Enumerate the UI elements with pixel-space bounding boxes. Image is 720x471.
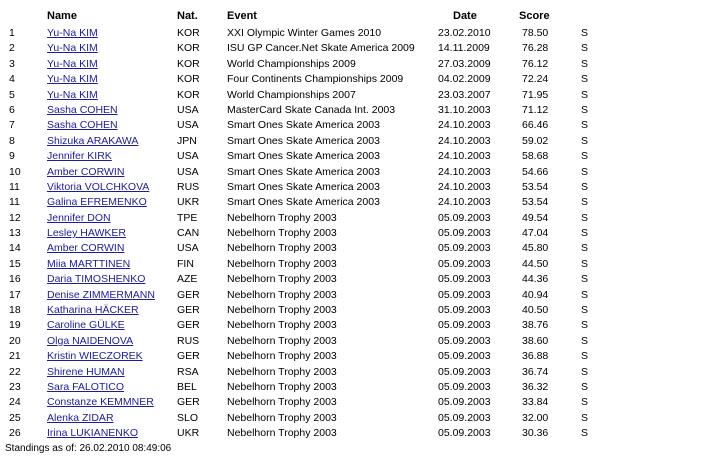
date-cell: 05.09.2003 xyxy=(438,427,491,440)
table-row xyxy=(0,88,720,103)
table-row xyxy=(0,165,720,180)
table-row xyxy=(0,103,720,118)
event-cell: Nebelhorn Trophy 2003 xyxy=(227,334,337,347)
score-cell: 54.66 xyxy=(522,165,549,178)
nationality-cell: BEL xyxy=(177,380,197,393)
header-date: Date xyxy=(453,10,477,22)
table-row xyxy=(0,272,720,287)
score-cell: 49.54 xyxy=(522,211,549,224)
table-row xyxy=(0,26,720,41)
rank-cell: 10 xyxy=(9,165,21,178)
segment-cell: S xyxy=(581,180,589,193)
event-cell: XXI Olympic Winter Games 2010 xyxy=(227,27,382,39)
nationality-cell: KOR xyxy=(177,27,200,39)
table-row xyxy=(0,318,720,333)
nationality-cell: TPE xyxy=(177,211,198,224)
event-cell: Nebelhorn Trophy 2003 xyxy=(227,242,337,255)
date-cell: 24.10.2003 xyxy=(438,196,491,209)
nationality-cell: KOR xyxy=(177,57,200,70)
skater-name-link[interactable]: Constanze KEMMNER xyxy=(47,396,154,409)
rank-cell: 21 xyxy=(9,350,21,363)
nationality-cell: USA xyxy=(177,119,199,132)
score-cell: 71.12 xyxy=(522,103,549,116)
rank-cell: 3 xyxy=(9,57,15,70)
rank-cell: 19 xyxy=(9,319,21,332)
event-cell: Nebelhorn Trophy 2003 xyxy=(227,288,337,301)
date-cell: 05.09.2003 xyxy=(438,334,491,347)
score-cell: 38.60 xyxy=(522,334,549,347)
score-cell: 76.12 xyxy=(522,57,549,70)
rank-cell: 11 xyxy=(9,196,20,209)
table-row xyxy=(0,226,720,241)
table-row xyxy=(0,365,720,380)
score-cell: 44.36 xyxy=(522,273,549,286)
table-row xyxy=(0,211,720,226)
event-cell: World Championships 2007 xyxy=(227,88,356,101)
skater-name-link[interactable]: Viktoria VOLCHKOVA xyxy=(47,180,150,193)
event-cell: Nebelhorn Trophy 2003 xyxy=(227,380,337,393)
table-row xyxy=(0,334,720,349)
event-cell: Smart Ones Skate America 2003 xyxy=(227,150,380,163)
score-cell: 36.32 xyxy=(522,380,549,393)
rank-cell: 9 xyxy=(9,150,15,163)
event-cell: Nebelhorn Trophy 2003 xyxy=(227,396,337,409)
skater-name-link[interactable]: Yu-Na KIM xyxy=(47,27,98,39)
event-cell: Nebelhorn Trophy 2003 xyxy=(227,304,337,317)
segment-cell: S xyxy=(581,273,589,286)
segment-cell: S xyxy=(581,227,589,240)
score-cell: 66.46 xyxy=(522,119,549,132)
table-row xyxy=(0,426,720,441)
skater-name-link[interactable]: Sara FALOTICO xyxy=(47,380,125,393)
score-cell: 40.94 xyxy=(522,288,549,301)
skater-name-link[interactable]: Yu-Na KIM xyxy=(47,88,98,101)
skater-name-link[interactable]: Amber CORWIN xyxy=(47,165,125,178)
rank-cell: 25 xyxy=(9,411,21,424)
skater-name-link[interactable]: Yu-Na KIM xyxy=(47,73,98,86)
skater-name-link[interactable]: Daria TIMOSHENKO xyxy=(47,273,146,286)
date-cell: 05.09.2003 xyxy=(438,273,491,286)
event-cell: Nebelhorn Trophy 2003 xyxy=(227,365,337,378)
nationality-cell: USA xyxy=(177,242,199,255)
event-cell: Nebelhorn Trophy 2003 xyxy=(227,211,337,224)
segment-cell: S xyxy=(581,103,589,116)
score-cell: 59.02 xyxy=(522,134,549,147)
rank-cell: 24 xyxy=(9,396,21,409)
date-cell: 23.03.2007 xyxy=(438,88,491,101)
rank-cell: 7 xyxy=(9,119,15,132)
date-cell: 14.11.2009 xyxy=(438,42,490,55)
score-cell: 36.74 xyxy=(522,365,549,378)
date-cell: 05.09.2003 xyxy=(438,319,491,332)
segment-cell: S xyxy=(581,334,589,347)
segment-cell: S xyxy=(581,165,589,178)
table-row xyxy=(0,149,720,164)
nationality-cell: GER xyxy=(177,350,200,363)
skater-name-link[interactable]: Sasha COHEN xyxy=(47,103,118,116)
table-row xyxy=(0,411,720,426)
table-row xyxy=(0,288,720,303)
rank-cell: 22 xyxy=(9,365,21,378)
score-cell: 45.80 xyxy=(522,242,549,255)
rank-cell: 14 xyxy=(9,242,21,255)
skater-name-link[interactable]: Alenka ZIDAR xyxy=(47,411,114,424)
segment-cell: S xyxy=(581,211,589,224)
rank-cell: 18 xyxy=(9,304,21,317)
table-row xyxy=(0,41,720,56)
segment-cell: S xyxy=(581,257,589,270)
score-cell: 53.54 xyxy=(522,180,549,193)
table-row xyxy=(0,303,720,318)
segment-cell: S xyxy=(581,196,589,209)
skater-name-link[interactable]: Lesley HAWKER xyxy=(47,227,126,240)
rank-cell: 26 xyxy=(9,427,21,440)
header-name: Name xyxy=(47,10,77,22)
segment-cell: S xyxy=(581,57,589,70)
date-cell: 05.09.2003 xyxy=(438,365,491,378)
segment-cell: S xyxy=(581,119,589,132)
skater-name-link[interactable]: Shizuka ARAKAWA xyxy=(47,134,139,147)
score-cell: 40.50 xyxy=(522,304,549,317)
rank-cell: 6 xyxy=(9,103,15,116)
date-cell: 05.09.2003 xyxy=(438,288,491,301)
score-cell: 44.50 xyxy=(522,257,549,270)
nationality-cell: KOR xyxy=(177,42,200,55)
nationality-cell: AZE xyxy=(177,273,198,286)
score-cell: 76.28 xyxy=(522,42,549,55)
segment-cell: S xyxy=(581,380,589,393)
rank-cell: 2 xyxy=(9,42,15,55)
table-row xyxy=(0,380,720,395)
score-cell: 72.24 xyxy=(522,73,549,86)
segment-cell: S xyxy=(581,396,589,409)
rank-cell: 1 xyxy=(9,27,15,39)
rank-cell: 11 xyxy=(9,180,20,193)
nationality-cell: GER xyxy=(177,319,200,332)
rank-cell: 5 xyxy=(9,88,15,101)
rank-cell: 16 xyxy=(9,273,21,286)
segment-cell: S xyxy=(581,42,589,55)
skater-name-link[interactable]: Caroline GÜLKE xyxy=(47,319,125,332)
rank-cell: 8 xyxy=(9,134,15,147)
table-row xyxy=(0,349,720,364)
nationality-cell: USA xyxy=(177,150,199,163)
date-cell: 05.09.2003 xyxy=(438,227,491,240)
score-cell: 47.04 xyxy=(522,227,549,240)
event-cell: Smart Ones Skate America 2003 xyxy=(227,196,380,209)
segment-cell: S xyxy=(581,350,589,363)
skater-name-link[interactable]: Amber CORWIN xyxy=(47,242,125,255)
nationality-cell: GER xyxy=(177,288,200,301)
segment-cell: S xyxy=(581,427,589,440)
nationality-cell: SLO xyxy=(177,411,199,424)
rank-cell: 15 xyxy=(9,257,21,270)
event-cell: MasterCard Skate Canada Int. 2003 xyxy=(227,103,396,116)
event-cell: Smart Ones Skate America 2003 xyxy=(227,165,380,178)
segment-cell: S xyxy=(581,288,589,301)
event-cell: World Championships 2009 xyxy=(227,57,356,70)
nationality-cell: GER xyxy=(177,304,200,317)
skater-name-link[interactable]: Shirene HUMAN xyxy=(47,365,125,378)
event-cell: Four Continents Championships 2009 xyxy=(227,73,404,86)
date-cell: 05.09.2003 xyxy=(438,396,491,409)
nationality-cell: UKR xyxy=(177,427,200,440)
table-row xyxy=(0,395,720,410)
segment-cell: S xyxy=(581,242,589,255)
event-cell: Nebelhorn Trophy 2003 xyxy=(227,411,337,424)
segment-cell: S xyxy=(581,73,589,86)
nationality-cell: RUS xyxy=(177,334,200,347)
table-row xyxy=(0,118,720,133)
skater-name-link[interactable]: Katharina HÄCKER xyxy=(47,304,139,317)
score-cell: 38.76 xyxy=(522,319,549,332)
segment-cell: S xyxy=(581,150,589,163)
rank-cell: 4 xyxy=(9,73,15,86)
segment-cell: S xyxy=(581,411,589,424)
date-cell: 05.09.2003 xyxy=(438,304,491,317)
event-cell: Nebelhorn Trophy 2003 xyxy=(227,427,337,440)
nationality-cell: KOR xyxy=(177,88,200,101)
nationality-cell: FIN xyxy=(177,257,194,270)
skater-name-link[interactable]: Galina EFREMENKO xyxy=(47,196,147,209)
rank-cell: 12 xyxy=(9,211,21,224)
event-cell: Nebelhorn Trophy 2003 xyxy=(227,350,337,363)
event-cell: Nebelhorn Trophy 2003 xyxy=(227,257,337,270)
date-cell: 05.09.2003 xyxy=(438,242,491,255)
header-event: Event xyxy=(227,10,257,22)
segment-cell: S xyxy=(581,304,589,317)
score-cell: 36.88 xyxy=(522,350,549,363)
skater-name-link[interactable]: Jennifer DON xyxy=(47,211,111,224)
score-cell: 30.36 xyxy=(522,427,549,440)
header-nat: Nat. xyxy=(177,10,198,22)
skater-name-link[interactable]: Yu-Na KIM xyxy=(47,42,98,55)
nationality-cell: KOR xyxy=(177,73,200,86)
segment-cell: S xyxy=(581,88,589,101)
date-cell: 05.09.2003 xyxy=(438,211,491,224)
segment-cell: S xyxy=(581,365,589,378)
date-cell: 23.02.2010 xyxy=(438,27,491,39)
event-cell: ISU GP Cancer.Net Skate America 2009 xyxy=(227,42,415,55)
nationality-cell: RUS xyxy=(177,180,200,193)
date-cell: 05.09.2003 xyxy=(438,350,491,363)
table-row xyxy=(0,180,720,195)
nationality-cell: UKR xyxy=(177,196,200,209)
event-cell: Smart Ones Skate America 2003 xyxy=(227,134,380,147)
rank-cell: 20 xyxy=(9,334,21,347)
table-row xyxy=(0,241,720,256)
event-cell: Nebelhorn Trophy 2003 xyxy=(227,273,337,286)
skater-name-link[interactable]: Kristin WIECZOREK xyxy=(47,350,143,363)
standings-timestamp: Standings as of: 26.02.2010 08:49:06 xyxy=(5,443,172,454)
table-row xyxy=(0,57,720,72)
score-cell: 71.95 xyxy=(522,88,549,101)
date-cell: 05.09.2003 xyxy=(438,257,491,270)
score-cell: 32.00 xyxy=(522,411,549,424)
date-cell: 05.09.2003 xyxy=(438,380,491,393)
score-cell: 33.84 xyxy=(522,396,549,409)
nationality-cell: USA xyxy=(177,103,199,116)
segment-cell: S xyxy=(581,134,589,147)
event-cell: Nebelhorn Trophy 2003 xyxy=(227,319,337,332)
date-cell: 24.10.2003 xyxy=(438,150,491,163)
skater-name-link[interactable]: Miia MARTTINEN xyxy=(47,257,131,270)
date-cell: 24.10.2003 xyxy=(438,180,491,193)
score-cell: 58.68 xyxy=(522,150,549,163)
nationality-cell: USA xyxy=(177,165,199,178)
rank-cell: 17 xyxy=(9,288,21,301)
score-cell: 53.54 xyxy=(522,196,549,209)
date-cell: 31.10.2003 xyxy=(438,103,491,116)
event-cell: Smart Ones Skate America 2003 xyxy=(227,180,380,193)
skater-name-link[interactable]: Olga NAIDENOVA xyxy=(47,334,134,347)
event-cell: Smart Ones Skate America 2003 xyxy=(227,119,380,132)
nationality-cell: CAN xyxy=(177,227,200,240)
rank-cell: 23 xyxy=(9,380,21,393)
segment-cell: S xyxy=(581,27,589,39)
skater-name-link[interactable]: Irina LUKIANENKO xyxy=(47,427,139,440)
date-cell: 04.02.2009 xyxy=(438,73,491,86)
date-cell: 05.09.2003 xyxy=(438,411,491,424)
header-score: Score xyxy=(519,10,550,22)
date-cell: 24.10.2003 xyxy=(438,165,491,178)
segment-cell: S xyxy=(581,319,589,332)
nationality-cell: GER xyxy=(177,396,200,409)
table-row xyxy=(0,72,720,87)
skater-name-link[interactable]: Sasha COHEN xyxy=(47,119,118,132)
nationality-cell: RSA xyxy=(177,365,199,378)
event-cell: Nebelhorn Trophy 2003 xyxy=(227,227,337,240)
results-table xyxy=(0,26,720,442)
table-row xyxy=(0,134,720,149)
nationality-cell: JPN xyxy=(177,134,197,147)
skater-name-link[interactable]: Jennifer KIRK xyxy=(47,150,112,163)
table-row xyxy=(0,257,720,272)
date-cell: 24.10.2003 xyxy=(438,119,491,132)
date-cell: 24.10.2003 xyxy=(438,134,491,147)
score-cell: 78.50 xyxy=(522,27,549,39)
skater-name-link[interactable]: Denise ZIMMERMANN xyxy=(47,288,155,301)
rank-cell: 13 xyxy=(9,227,21,240)
table-row xyxy=(0,195,720,210)
date-cell: 27.03.2009 xyxy=(438,57,491,70)
skater-name-link[interactable]: Yu-Na KIM xyxy=(47,57,98,70)
